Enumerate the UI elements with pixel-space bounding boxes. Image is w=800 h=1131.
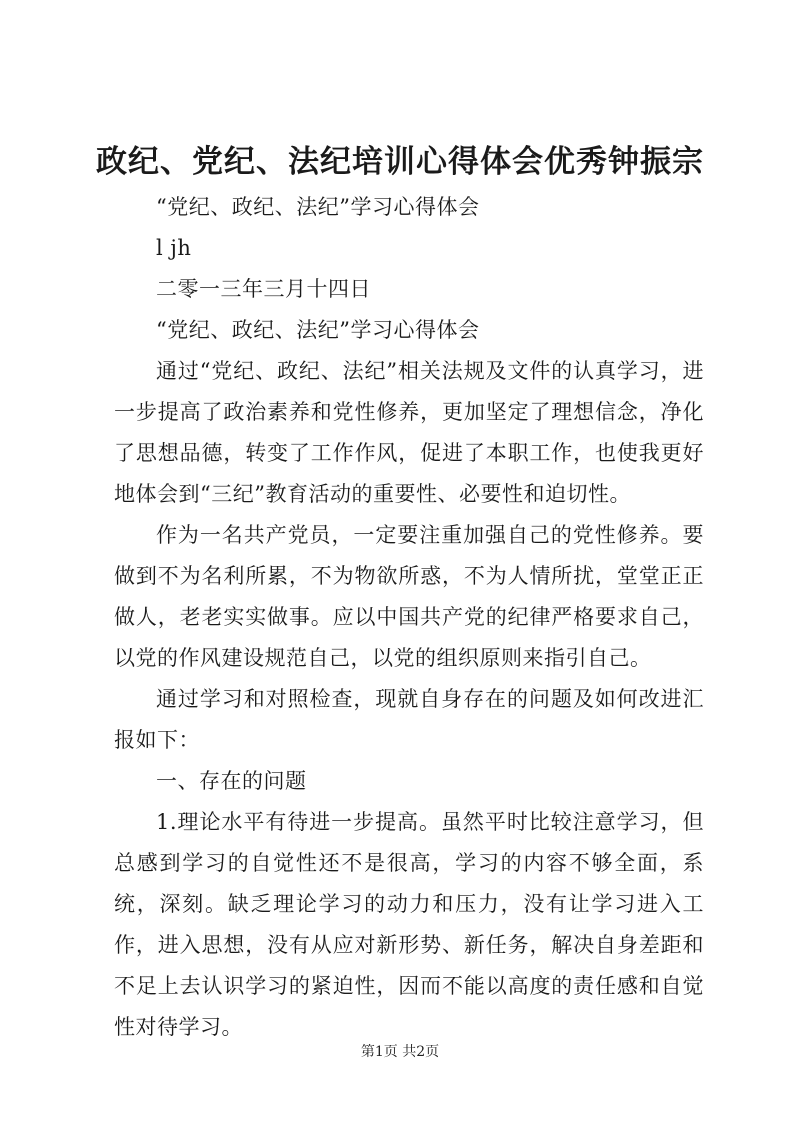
document-body	[114, 187, 704, 1048]
paragraph-report-intro: 通过学习和对照检查，现就自身存在的问题及如何改进汇报如下：	[114, 687, 704, 752]
document-title: 政纪、党纪、法纪培训心得体会优秀钟振宗	[96, 144, 704, 180]
paragraph-author: l jh	[156, 236, 192, 260]
paragraph-party-member: 作为一名共产党员，一定要注重加强自己的党性修养。要做到不为名利所累，不为物欲所惑，不为人情所扰，堂堂正正做人，老老实实做事。应以中国共产党的纪律严格要求自己，以党的作风建设规范自己，以党的组织原则来指引自己。	[114, 523, 704, 670]
paragraph-subtitle: “党纪、政纪、法纪”学习心得体会	[156, 195, 480, 219]
paragraph-date: 二零一三年三月十四日	[156, 277, 371, 301]
section-heading-problems: 一、存在的问题	[156, 769, 307, 793]
paragraph-heading: “党纪、政纪、法纪”学习心得体会	[156, 318, 480, 342]
paragraph-intro: 通过“党纪、政纪、法纪”相关法规及文件的认真学习，进一步提高了政治素养和党性修养，更加坚定了理想信念，净化了思想品德，转变了工作作风，促进了本职工作，也使我更好地体会到“三纪”教育活动的重要性、必要性和迫切性。	[114, 359, 704, 506]
paragraph-problem-1: 1.理论水平有待进一步提高。虽然平时比较注意学习，但总感到学习的自觉性还不是很高，学习的内容不够全面，系统，深刻。缺乏理论学习的动力和压力，没有让学习进入工作，进入思想，没有从应对新形势、新任务，解决自身差距和不足上去认识学习的紧迫性，因而不能以高度的责任感和自觉性对待学习。	[114, 810, 704, 1039]
page-footer: 第1页 共2页	[360, 1044, 440, 1060]
